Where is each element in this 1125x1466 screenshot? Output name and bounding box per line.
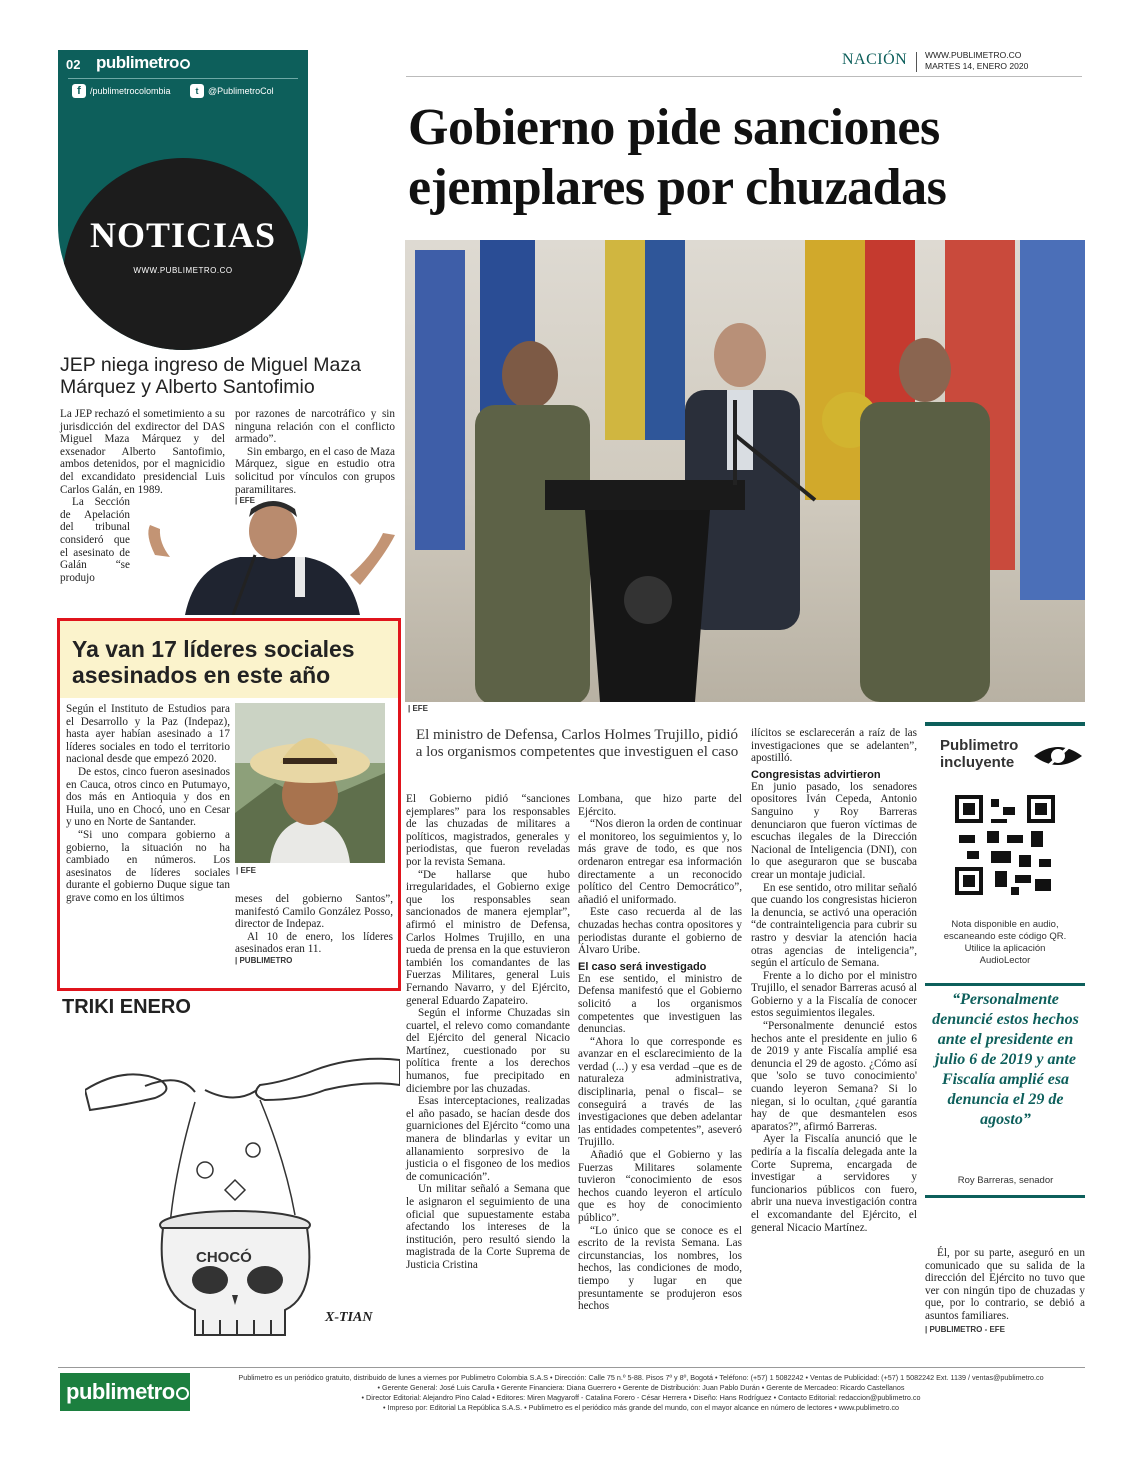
paragraph: Ayer la Fiscalía anunció que le pediría a la fiscalía delegada ante la Corte Suprema, encargada de investigar a servidores y funcionarios públicos con fuero, abrir una nueva investigación contra el excomandante del Ejército, el general Nicacio Martínez.	[751, 1133, 917, 1234]
paragraph: En junio pasado, los senadores opositores Iván Cepeda, Antonio Sanguino y Roy Barreras denunciaron que fueron víctimas de escuchas ilegales de la Dirección Nacional de Inteligencia (DNI), con lo que aseguraron que se buscaba crear un montaje judicial.	[751, 780, 917, 881]
paragraph: En ese sentido, el ministro de Defensa manifestó que el Gobierno solicitó a los organismos competentes que investiguen las denuncias.	[578, 972, 742, 1036]
page-number: 02	[66, 57, 81, 72]
paragraph: El Gobierno pidió “sanciones ejemplares” para los responsables de las chuzadas de militares a políticos, magistrados, generales y periodistas, que fueron reveladas por la revista Semana.	[406, 793, 570, 868]
pull-quote: “Personalmente denuncié estos hechos ante el presidente en julio 6 de 2019 y ante Fiscalía amplié esa denuncia el 29 de agosto”	[932, 991, 1079, 1128]
divider	[406, 76, 1082, 77]
santofimio-photo	[145, 495, 400, 615]
eye-accessibility-icon	[1030, 738, 1086, 774]
paragraph: Sin embargo, en el caso de Maza Márquez, sigue en estudio otra solicitud por vínculos con grupos paramilitares.	[235, 445, 395, 496]
qr-code-icon[interactable]	[955, 795, 1055, 895]
paragraph: En ese sentido, otro militar señaló que cuando los congresistas hicieron la denuncia, se activó una operación “de contrainteligencia para cubrir su rastro y desviar la atención hacia otras agencias de inteligencia”, según el artículo de Semana.	[751, 881, 917, 970]
cartoon-illustration	[85, 1050, 400, 1350]
article-column-4	[925, 1247, 1085, 1334]
site-url: WWW.PUBLIMETRO.CO	[925, 50, 1022, 60]
brand-logo: publimetro	[96, 53, 190, 73]
subheading: El caso será investigado	[578, 960, 707, 973]
divider	[68, 78, 298, 79]
main-headline: Gobierno pide sanciones ejemplares por chuzadas	[408, 99, 947, 216]
article-credit: | PUBLIMETRO - EFE	[925, 1324, 1006, 1334]
leader-portrait	[235, 703, 385, 863]
paragraph: Añadió que el Gobierno y las Fuerzas Militares solamente tuvieron “conocimiento de esos hechos cuando leyeron el artículo que es hoy de conocimiento público”.	[578, 1149, 742, 1224]
paragraph: “Si uno compara gobierno a gobierno, la situación no ha cambiado en números. Los asesinatos de líderes sociales durante el gobierno Duque sigue tan grave como en los últimos	[66, 828, 230, 904]
divider	[925, 1195, 1085, 1198]
jep-column-2	[235, 408, 395, 505]
paragraph: Frente a lo dicho por el ministro Trujillo, el senador Barreras acusó al Gobierno y a la Fiscalía de conocer estos seguimientos ilegales.	[751, 969, 917, 1020]
inclusive-title: Publimetro incluyente	[940, 737, 1019, 771]
article-deck: El ministro de Defensa, Carlos Holmes Trujillo, pidió a los organismos competentes que investiguen el caso	[415, 727, 739, 760]
footer-brand-logo: publimetro	[60, 1373, 190, 1411]
globe-icon	[180, 59, 190, 69]
leaders-column-1	[66, 703, 230, 905]
footer-masthead: Publimetro es un periódico gratuito, distribuido de lunes a viernes por Publimetro Colombia S.A.S • Dirección: Calle 75 n.º 5-88. Pisos 7º y 8º, Bogotá • Teléfono: (+57) 1 5082242 • Ventas de Publicidad: (+57) 1 5082242 Ext. 1139 / ventas@publimetro.co • Gerente General: José Luis Carulla • Gerente Financiera: Diana Guerrero • Gerente de Distribución: Juan Pablo Durán • Gerente de Mercadeo: Ricardo Castellanos • Director Editorial: Alejandro Pino Calad • Editores: Miren Magyaroff - Catalina Forero - César Herrera • Diseño: Hans Rodríguez • Contacto Editorial: redaccion@publimetro.co • Impreso por: Editorial La República S.A.S. • Publimetro es el periódico más grande del mundo, con el mayor alcance en número de lectores • www.publimetro.co	[238, 1373, 1044, 1412]
paragraph: Al 10 de enero, los líderes asesinados eran 11.	[235, 930, 393, 956]
cartoon-title: TRIKI ENERO	[62, 996, 191, 1018]
paragraph: “Personalmente denuncié estos hechos ante el presidente en julio 6 de 2019 y ante Fiscalía amplié esa denuncia el 29 de agosto. ¿Cómo así que 'solo se tuvo conocimiento' cuando leyeron Semana? Si lo niegan, si lo ocultan, ¿qué garantía hay de que desmantelen esos aparatos?”, afirmó Barreras.	[751, 1020, 917, 1133]
photo-credit: | EFE	[236, 866, 257, 875]
paragraph: ilícitos se esclarecerán a raíz de las investigaciones que se adelanten”, apostilló.	[751, 727, 917, 765]
paragraph: “Nos dieron la orden de continuar el monitoreo, los seguimientos y, lo más grave de todo, es que nos ordenaron entregar esa información directamente a un reconocido político del Centro Democrático”, añadió el uniformado.	[578, 818, 742, 906]
pull-quote-author: Roy Barreras, senador	[957, 1175, 1054, 1186]
issue-date: MARTES 14, ENERO 2020	[925, 61, 1029, 71]
subheading: Congresistas advirtieron	[751, 768, 881, 781]
article-credit: | EFE	[235, 496, 256, 506]
paragraph: De estos, cinco fueron asesinados en Cauca, otros cinco en Putumayo, dos más en Antioquia y dos en Huila, uno en Chocó, uno en Cesar y uno en Norte de Santander.	[66, 765, 230, 829]
paragraph: La Sección de Apelación del tribunal consideró que el asesinato de Galán “se produjo	[60, 496, 130, 584]
paragraph: “Lo único que se conoce es el escrito de la revista Semana. Las circunstancias, los nombres, los hechos, las condiciones de modo, tiempo y lugar en que presuntamente se produjeron esos hechos	[578, 1224, 742, 1313]
twitter-link[interactable]: t @PublimetroCol	[190, 84, 274, 98]
article-credit: | PUBLIMETRO	[235, 955, 293, 965]
paragraph: “Ahora lo que corresponde es avanzar en el esclarecimiento de la verdad (...) y esa verdad –que es de naturaleza administrativa, disciplinaria, penal o fiscal– se conseguirá a través de las investigaciones que deben adelantar las entidades competentes”, aseveró Trujillo.	[578, 1035, 742, 1149]
leaders-column-2	[235, 893, 393, 965]
press-conference-illustration	[405, 240, 1085, 702]
main-photo	[405, 240, 1085, 702]
paragraph: La JEP rechazó el sometimiento a su jurisdicción del exdirector del DAS Miguel Maza Márquez y del exsenador Alberto Santofimio, ambos detenidos, por el magnicidio del excandidato presidencial Luis Carlos Galán, en 1989.	[60, 408, 225, 496]
leaders-headline: Ya van 17 líderes sociales asesinados en este año	[72, 636, 355, 688]
article-column-3	[751, 727, 917, 1234]
paragraph: Según el informe Chuzadas sin cuartel, el relevo como comandante del Ejército del general Nicacio Martínez, cuestionado por su política frente a los derechos humanos, fue precipitado en diciembre por las chuzadas.	[406, 1007, 570, 1095]
cartoon-skull-label: CHOCÓ	[196, 1249, 252, 1266]
paragraph: Un militar señaló a Semana que le asignaron el seguimiento de una oficial que supuestamente estaba afectando los intereses de la institución, pero resultó siendo la magistrada de la Corte Suprema de Justicia Cristina	[406, 1183, 570, 1271]
paragraph: Él, por su parte, aseguró en un comunicado que su salida de la dirección del Ejército no tuvo que ver con ningún tipo de chuzadas y que, por lo contrario, se debió a asuntos familiares.	[925, 1247, 1085, 1322]
cartoon-signature: X-TIAN	[325, 1310, 373, 1325]
globe-icon	[176, 1387, 189, 1400]
paragraph: “De hallarse que hubo irregularidades, el Gobierno exige que los responsables sean sancionados de manera ejemplar”, afirmó el ministro de Defensa, Carlos Holmes Trujillo, en una rueda de prensa en la que estuvieron también los comandantes de las Fuerzas Militares, general Luis Fernando Navarro, y del Ejército, general Eduardo Zapateiro.	[406, 868, 570, 1007]
section-badge-url: WWW.PUBLIMETRO.CO	[133, 266, 233, 275]
paragraph: por razones de narcotráfico y sin ninguna relación con el conflicto armado”.	[235, 408, 395, 446]
paragraph: meses del gobierno Santos”, manifestó Camilo González Posso, director de Indepaz.	[235, 893, 393, 931]
audio-note: Nota disponible en audio, escaneando este código QR. Utilice la aplicación AudioLector	[943, 919, 1067, 966]
facebook-icon: f	[72, 84, 86, 98]
twitter-icon: t	[190, 84, 204, 98]
paragraph: Según el Instituto de Estudios para el Desarrollo y la Paz (Indepaz), hasta ayer habían asesinado a 17 líderes sociales en todo el territorio nacional desde que empezó 2020.	[66, 703, 230, 766]
facebook-link[interactable]: f /publimetrocolombia	[72, 84, 171, 98]
jep-headline: JEP niega ingreso de Miguel Maza Márquez y Alberto Santofimio	[60, 354, 361, 398]
paragraph: Lombana, que hizo parte del Ejército.	[578, 793, 742, 818]
paragraph: Este caso recuerda al de las chuzadas hechas contra opositores y periodistas durante el gobierno de Álvaro Uribe.	[578, 906, 742, 957]
divider	[916, 52, 917, 72]
divider	[925, 722, 1085, 726]
divider	[58, 1367, 1085, 1368]
divider	[925, 983, 1085, 986]
article-column-2	[578, 793, 742, 1313]
section-header-panel	[58, 50, 308, 350]
section-badge-title: NOTICIAS	[89, 215, 277, 255]
paragraph: Esas interceptaciones, realizadas el año pasado, se hacían desde dos guarniciones del Ejército “como una manera de blindarlas y evitar un allanamiento sorpresivo de la justicia o el fisgoneo de los medios de comunicación”.	[406, 1095, 570, 1183]
article-column-1	[406, 793, 570, 1272]
section-label: NACIÓN	[842, 51, 908, 68]
photo-credit: | EFE	[408, 704, 429, 713]
